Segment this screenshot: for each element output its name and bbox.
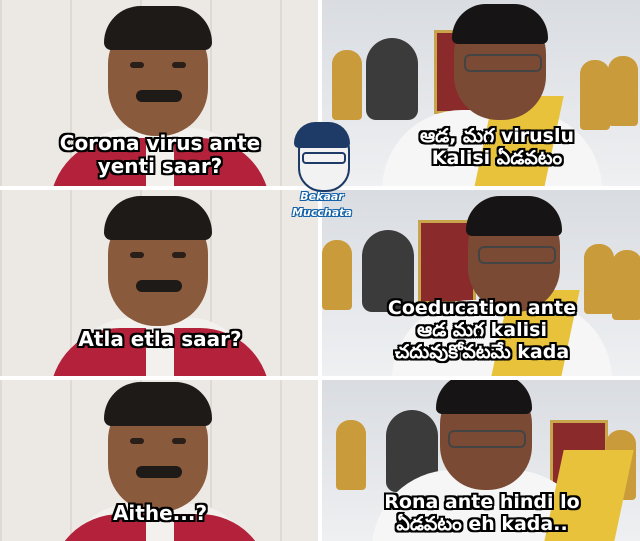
- glasses-icon: [478, 246, 556, 264]
- panel-left-2: [0, 190, 318, 376]
- trophy-icon: [608, 56, 638, 126]
- caption-line: Coeducation ante: [387, 297, 577, 319]
- panel-right-3: [322, 380, 640, 541]
- logo-glasses-icon: [302, 152, 346, 164]
- caption-panel-5: [332, 298, 632, 364]
- caption-panel-4: [362, 126, 632, 170]
- caption-line: చదువుకోవటమే kada: [394, 340, 570, 363]
- logo-hair: [294, 122, 350, 148]
- caption-panel-6: [342, 492, 622, 536]
- caption-line: ఏడవటం eh kada..: [396, 512, 568, 535]
- bekaar-mucchata-logo: [286, 122, 358, 230]
- caption-line: Corona virus ante: [59, 131, 261, 155]
- politician-hair: [452, 4, 548, 44]
- caption-line: Aithe...?: [112, 501, 208, 525]
- caption-panel-1: [40, 132, 280, 178]
- panel-left-1: [0, 0, 318, 186]
- politician-hair: [436, 380, 532, 414]
- caption-panel-3: [60, 502, 260, 525]
- caption-line: Atla etla saar?: [78, 327, 242, 351]
- trophy-icon: [332, 50, 362, 120]
- caption-line: Kalisi ఏడవటం: [431, 146, 563, 169]
- caption-line: ఆడ మగ kalisi: [417, 318, 547, 341]
- logo-text-line2: Mucchata: [292, 206, 352, 219]
- trophy-icon: [580, 60, 610, 130]
- panel-right-2: [322, 190, 640, 376]
- trophy-icon: [336, 420, 366, 490]
- panel-right-1: [322, 0, 640, 186]
- caption-line: yenti saar?: [97, 154, 223, 178]
- logo-text-line1: Bekaar: [300, 190, 344, 203]
- glasses-icon: [464, 54, 542, 72]
- caption-line: Rona ante hindi lo: [384, 491, 580, 513]
- politician-hair: [466, 196, 562, 236]
- caption-panel-2: [40, 328, 280, 351]
- bust-statue: [366, 38, 418, 120]
- panel-left-3: [0, 380, 318, 541]
- glasses-icon: [448, 430, 526, 448]
- caption-line: ఆడ, మగ viruslu: [420, 125, 574, 147]
